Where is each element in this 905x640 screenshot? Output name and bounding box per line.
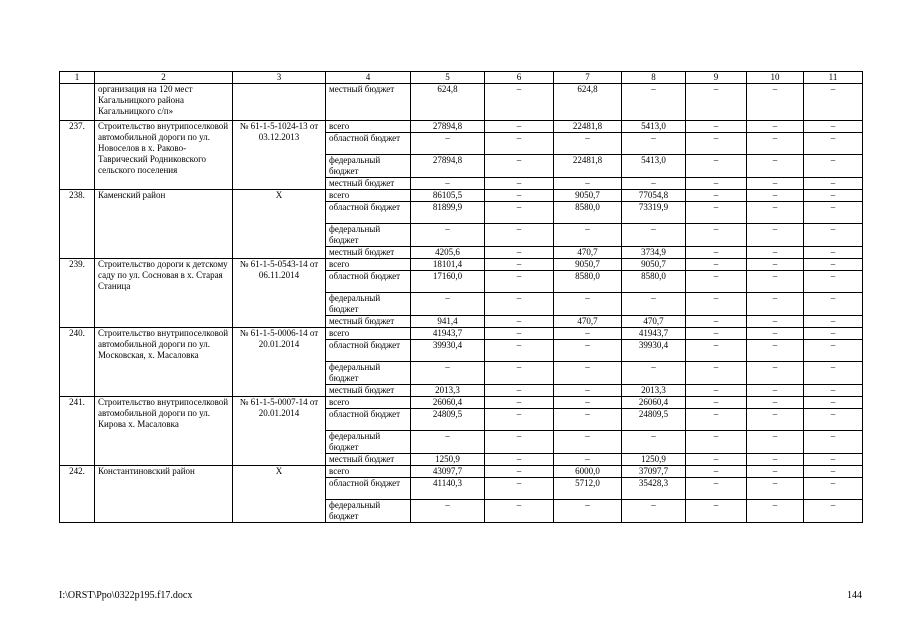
amount-cell: – bbox=[747, 133, 804, 155]
amount-cell: – bbox=[686, 385, 747, 397]
table-row bbox=[60, 328, 863, 340]
amount-cell: 8580,0 bbox=[622, 271, 686, 293]
table-row bbox=[60, 190, 863, 202]
funding-source: федеральный бюджет bbox=[326, 293, 411, 316]
funding-source: всего bbox=[326, 121, 411, 133]
amount-cell: 624,8 bbox=[411, 84, 485, 121]
amount-cell: – bbox=[804, 224, 863, 247]
amount-cell: – bbox=[747, 224, 804, 247]
table-row bbox=[60, 121, 863, 133]
amount-cell: – bbox=[804, 133, 863, 155]
table-row bbox=[60, 397, 863, 409]
amount-cell: – bbox=[622, 84, 686, 121]
amount-cell: – bbox=[554, 454, 622, 466]
amount-cell: – bbox=[686, 362, 747, 385]
funding-source: местный бюджет bbox=[326, 454, 411, 466]
amount-cell: – bbox=[554, 397, 622, 409]
amount-cell: – bbox=[747, 454, 804, 466]
amount-cell: – bbox=[554, 362, 622, 385]
amount-cell: – bbox=[411, 224, 485, 247]
funding-source: всего bbox=[326, 328, 411, 340]
amount-cell: – bbox=[747, 155, 804, 178]
amount-cell: – bbox=[804, 155, 863, 178]
amount-cell: 941,4 bbox=[411, 316, 485, 328]
amount-cell: 5413,0 bbox=[622, 121, 686, 133]
footer-file-path: I:\ORST\Ppo\0322p195.f17.docx bbox=[59, 590, 193, 601]
budget-table bbox=[59, 71, 863, 523]
amount-cell: – bbox=[747, 316, 804, 328]
amount-cell: 39930,4 bbox=[411, 340, 485, 362]
item-number bbox=[60, 84, 95, 121]
amount-cell: – bbox=[485, 155, 554, 178]
amount-cell: – bbox=[804, 84, 863, 121]
amount-cell: – bbox=[411, 178, 485, 190]
expertise-document bbox=[233, 84, 326, 121]
amount-cell: – bbox=[485, 178, 554, 190]
amount-cell: 43097,7 bbox=[411, 466, 485, 478]
amount-cell: – bbox=[554, 340, 622, 362]
amount-cell: 6000,0 bbox=[554, 466, 622, 478]
funding-source: всего bbox=[326, 190, 411, 202]
amount-cell: 86105,5 bbox=[411, 190, 485, 202]
amount-cell: – bbox=[686, 293, 747, 316]
amount-cell: – bbox=[804, 409, 863, 431]
amount-cell: – bbox=[804, 316, 863, 328]
amount-cell: – bbox=[554, 328, 622, 340]
amount-cell: – bbox=[554, 500, 622, 523]
amount-cell: 2013,3 bbox=[622, 385, 686, 397]
funding-source: областной бюджет bbox=[326, 202, 411, 224]
amount-cell: – bbox=[686, 247, 747, 259]
amount-cell: 22481,8 bbox=[554, 155, 622, 178]
page-number: 144 bbox=[847, 590, 862, 601]
amount-cell: – bbox=[485, 84, 554, 121]
amount-cell: – bbox=[411, 133, 485, 155]
amount-cell: 8580,0 bbox=[554, 271, 622, 293]
amount-cell: – bbox=[747, 202, 804, 224]
item-number: 241. bbox=[60, 397, 95, 466]
funding-source: областной бюджет bbox=[326, 133, 411, 155]
amount-cell: – bbox=[411, 293, 485, 316]
amount-cell: – bbox=[747, 190, 804, 202]
amount-cell: 3734,9 bbox=[622, 247, 686, 259]
amount-cell: – bbox=[686, 316, 747, 328]
amount-cell: – bbox=[747, 397, 804, 409]
funding-source: всего bbox=[326, 466, 411, 478]
amount-cell: – bbox=[622, 362, 686, 385]
item-number: 240. bbox=[60, 328, 95, 397]
amount-cell: 81899,9 bbox=[411, 202, 485, 224]
amount-cell: – bbox=[485, 224, 554, 247]
object-name: Каменский район bbox=[95, 190, 233, 259]
amount-cell: – bbox=[804, 202, 863, 224]
amount-cell: 39930,4 bbox=[622, 340, 686, 362]
amount-cell: 22481,8 bbox=[554, 121, 622, 133]
column-number: 5 bbox=[411, 72, 485, 84]
column-number: 11 bbox=[804, 72, 863, 84]
amount-cell: – bbox=[804, 178, 863, 190]
amount-cell: – bbox=[804, 454, 863, 466]
amount-cell: – bbox=[686, 178, 747, 190]
funding-source: местный бюджет bbox=[326, 84, 411, 121]
amount-cell: – bbox=[686, 340, 747, 362]
amount-cell: 470,7 bbox=[554, 247, 622, 259]
amount-cell: 41140,3 bbox=[411, 478, 485, 500]
column-number: 6 bbox=[485, 72, 554, 84]
amount-cell: – bbox=[485, 328, 554, 340]
amount-cell: – bbox=[804, 431, 863, 454]
amount-cell: 35428,3 bbox=[622, 478, 686, 500]
amount-cell: – bbox=[485, 340, 554, 362]
amount-cell: – bbox=[485, 133, 554, 155]
amount-cell: – bbox=[622, 431, 686, 454]
object-name: Строительство внутрипоселковой автомобильной дороги по ул. Московская, х. Масаловка bbox=[95, 328, 233, 397]
amount-cell: – bbox=[686, 133, 747, 155]
funding-source: всего bbox=[326, 259, 411, 271]
amount-cell: 24809,5 bbox=[622, 409, 686, 431]
amount-cell: – bbox=[747, 409, 804, 431]
amount-cell: – bbox=[485, 293, 554, 316]
amount-cell: 470,7 bbox=[622, 316, 686, 328]
amount-cell: – bbox=[686, 271, 747, 293]
amount-cell: – bbox=[747, 340, 804, 362]
amount-cell: 17160,0 bbox=[411, 271, 485, 293]
item-number: 239. bbox=[60, 259, 95, 328]
amount-cell: – bbox=[485, 271, 554, 293]
object-name: Строительство внутрипоселковой автомобильной дороги по ул. Кирова х. Масаловка bbox=[95, 397, 233, 466]
column-number: 10 bbox=[747, 72, 804, 84]
amount-cell: – bbox=[622, 133, 686, 155]
column-number: 1 bbox=[60, 72, 95, 84]
amount-cell: – bbox=[411, 431, 485, 454]
amount-cell: – bbox=[804, 247, 863, 259]
amount-cell: – bbox=[485, 431, 554, 454]
amount-cell: 26060,4 bbox=[622, 397, 686, 409]
amount-cell: – bbox=[686, 121, 747, 133]
object-name: Константиновский район bbox=[95, 466, 233, 523]
amount-cell: 1250,9 bbox=[411, 454, 485, 466]
amount-cell: 4205,6 bbox=[411, 247, 485, 259]
amount-cell: – bbox=[686, 431, 747, 454]
amount-cell: – bbox=[804, 259, 863, 271]
amount-cell: – bbox=[747, 500, 804, 523]
amount-cell: – bbox=[686, 190, 747, 202]
expertise-document: № 61-1-5-0007-14 от 20.01.2014 bbox=[233, 397, 326, 466]
amount-cell: – bbox=[485, 500, 554, 523]
amount-cell: – bbox=[622, 224, 686, 247]
item-number: 238. bbox=[60, 190, 95, 259]
funding-source: местный бюджет bbox=[326, 178, 411, 190]
amount-cell: 41943,7 bbox=[411, 328, 485, 340]
amount-cell: – bbox=[485, 409, 554, 431]
amount-cell: – bbox=[747, 362, 804, 385]
funding-source: областной бюджет bbox=[326, 271, 411, 293]
amount-cell: – bbox=[686, 224, 747, 247]
amount-cell: – bbox=[686, 84, 747, 121]
column-number: 8 bbox=[622, 72, 686, 84]
funding-source: всего bbox=[326, 397, 411, 409]
table-row bbox=[60, 84, 863, 121]
amount-cell: – bbox=[747, 247, 804, 259]
amount-cell: – bbox=[686, 409, 747, 431]
amount-cell: – bbox=[686, 155, 747, 178]
amount-cell: – bbox=[686, 500, 747, 523]
object-name: организация на 120 мест Кагальницкого района Кагальницкого с/п» bbox=[95, 84, 233, 121]
amount-cell: – bbox=[622, 178, 686, 190]
expertise-document: № 61-1-5-0543-14 от 06.11.2014 bbox=[233, 259, 326, 328]
amount-cell: – bbox=[747, 121, 804, 133]
amount-cell: – bbox=[485, 202, 554, 224]
amount-cell: – bbox=[747, 431, 804, 454]
amount-cell: – bbox=[485, 454, 554, 466]
amount-cell: – bbox=[554, 224, 622, 247]
amount-cell: – bbox=[747, 328, 804, 340]
amount-cell: – bbox=[485, 121, 554, 133]
table-body bbox=[60, 72, 863, 523]
object-name: Строительство внутрипоселковой автомобильной дороги по ул. Новоселов в х. Раково-Таврический Родниковского сельского поселения bbox=[95, 121, 233, 190]
amount-cell: 8580,0 bbox=[554, 202, 622, 224]
column-number-row bbox=[60, 72, 863, 84]
funding-source: федеральный бюджет bbox=[326, 224, 411, 247]
amount-cell: – bbox=[747, 271, 804, 293]
amount-cell: 41943,7 bbox=[622, 328, 686, 340]
amount-cell: – bbox=[747, 178, 804, 190]
amount-cell: – bbox=[804, 340, 863, 362]
amount-cell: – bbox=[747, 466, 804, 478]
amount-cell: – bbox=[686, 202, 747, 224]
amount-cell: 37097,7 bbox=[622, 466, 686, 478]
amount-cell: – bbox=[554, 293, 622, 316]
object-name: Строительство дороги к детскому саду по ул. Сосновая в х. Старая Станица bbox=[95, 259, 233, 328]
funding-source: федеральный бюджет bbox=[326, 431, 411, 454]
amount-cell: – bbox=[686, 454, 747, 466]
amount-cell: – bbox=[485, 316, 554, 328]
amount-cell: – bbox=[411, 500, 485, 523]
amount-cell: 27894,8 bbox=[411, 155, 485, 178]
amount-cell: – bbox=[554, 431, 622, 454]
amount-cell: – bbox=[747, 293, 804, 316]
amount-cell: 9050,7 bbox=[554, 190, 622, 202]
amount-cell: 9050,7 bbox=[554, 259, 622, 271]
amount-cell: – bbox=[804, 500, 863, 523]
column-number: 2 bbox=[95, 72, 233, 84]
amount-cell: 24809,5 bbox=[411, 409, 485, 431]
amount-cell: 26060,4 bbox=[411, 397, 485, 409]
amount-cell: – bbox=[485, 362, 554, 385]
amount-cell: 77054,8 bbox=[622, 190, 686, 202]
funding-source: местный бюджет bbox=[326, 247, 411, 259]
amount-cell: – bbox=[554, 409, 622, 431]
expertise-document: № 61-1-5-0006-14 от 20.01.2014 bbox=[233, 328, 326, 397]
amount-cell: – bbox=[804, 121, 863, 133]
column-number: 9 bbox=[686, 72, 747, 84]
amount-cell: – bbox=[747, 385, 804, 397]
amount-cell: 2013,3 bbox=[411, 385, 485, 397]
amount-cell: – bbox=[804, 293, 863, 316]
table-row bbox=[60, 466, 863, 478]
funding-source: областной бюджет bbox=[326, 478, 411, 500]
amount-cell: – bbox=[804, 466, 863, 478]
expertise-document: X bbox=[233, 190, 326, 259]
amount-cell: – bbox=[485, 190, 554, 202]
amount-cell: – bbox=[686, 328, 747, 340]
amount-cell: 470,7 bbox=[554, 316, 622, 328]
amount-cell: – bbox=[554, 133, 622, 155]
column-number: 7 bbox=[554, 72, 622, 84]
funding-source: областной бюджет bbox=[326, 340, 411, 362]
column-number: 3 bbox=[233, 72, 326, 84]
amount-cell: – bbox=[804, 385, 863, 397]
amount-cell: 5712,0 bbox=[554, 478, 622, 500]
funding-source: федеральный бюджет bbox=[326, 362, 411, 385]
funding-source: местный бюджет bbox=[326, 385, 411, 397]
funding-source: областной бюджет bbox=[326, 409, 411, 431]
amount-cell: – bbox=[485, 385, 554, 397]
funding-source: местный бюджет bbox=[326, 316, 411, 328]
amount-cell: – bbox=[485, 478, 554, 500]
amount-cell: – bbox=[485, 259, 554, 271]
amount-cell: 624,8 bbox=[554, 84, 622, 121]
amount-cell: 5413,0 bbox=[622, 155, 686, 178]
item-number: 242. bbox=[60, 466, 95, 523]
amount-cell: – bbox=[804, 362, 863, 385]
funding-source: федеральный бюджет bbox=[326, 500, 411, 523]
amount-cell: – bbox=[686, 259, 747, 271]
amount-cell: – bbox=[686, 466, 747, 478]
amount-cell: – bbox=[747, 84, 804, 121]
amount-cell: 27894,8 bbox=[411, 121, 485, 133]
item-number: 237. bbox=[60, 121, 95, 190]
expertise-document: № 61-1-5-1024-13 от 03.12.2013 bbox=[233, 121, 326, 190]
amount-cell: – bbox=[804, 397, 863, 409]
funding-source: федеральный бюджет bbox=[326, 155, 411, 178]
amount-cell: – bbox=[804, 478, 863, 500]
column-number: 4 bbox=[326, 72, 411, 84]
amount-cell: – bbox=[554, 178, 622, 190]
amount-cell: – bbox=[747, 478, 804, 500]
amount-cell: 73319,9 bbox=[622, 202, 686, 224]
amount-cell: – bbox=[622, 293, 686, 316]
amount-cell: – bbox=[747, 259, 804, 271]
expertise-document: X bbox=[233, 466, 326, 523]
amount-cell: – bbox=[622, 500, 686, 523]
amount-cell: – bbox=[485, 397, 554, 409]
amount-cell: 1250,9 bbox=[622, 454, 686, 466]
amount-cell: 18101,4 bbox=[411, 259, 485, 271]
amount-cell: – bbox=[804, 190, 863, 202]
amount-cell: – bbox=[485, 247, 554, 259]
amount-cell: – bbox=[485, 466, 554, 478]
amount-cell: – bbox=[804, 328, 863, 340]
amount-cell: – bbox=[804, 271, 863, 293]
table-row bbox=[60, 259, 863, 271]
amount-cell: – bbox=[554, 385, 622, 397]
amount-cell: – bbox=[411, 362, 485, 385]
amount-cell: – bbox=[686, 478, 747, 500]
amount-cell: 9050,7 bbox=[622, 259, 686, 271]
amount-cell: – bbox=[686, 397, 747, 409]
